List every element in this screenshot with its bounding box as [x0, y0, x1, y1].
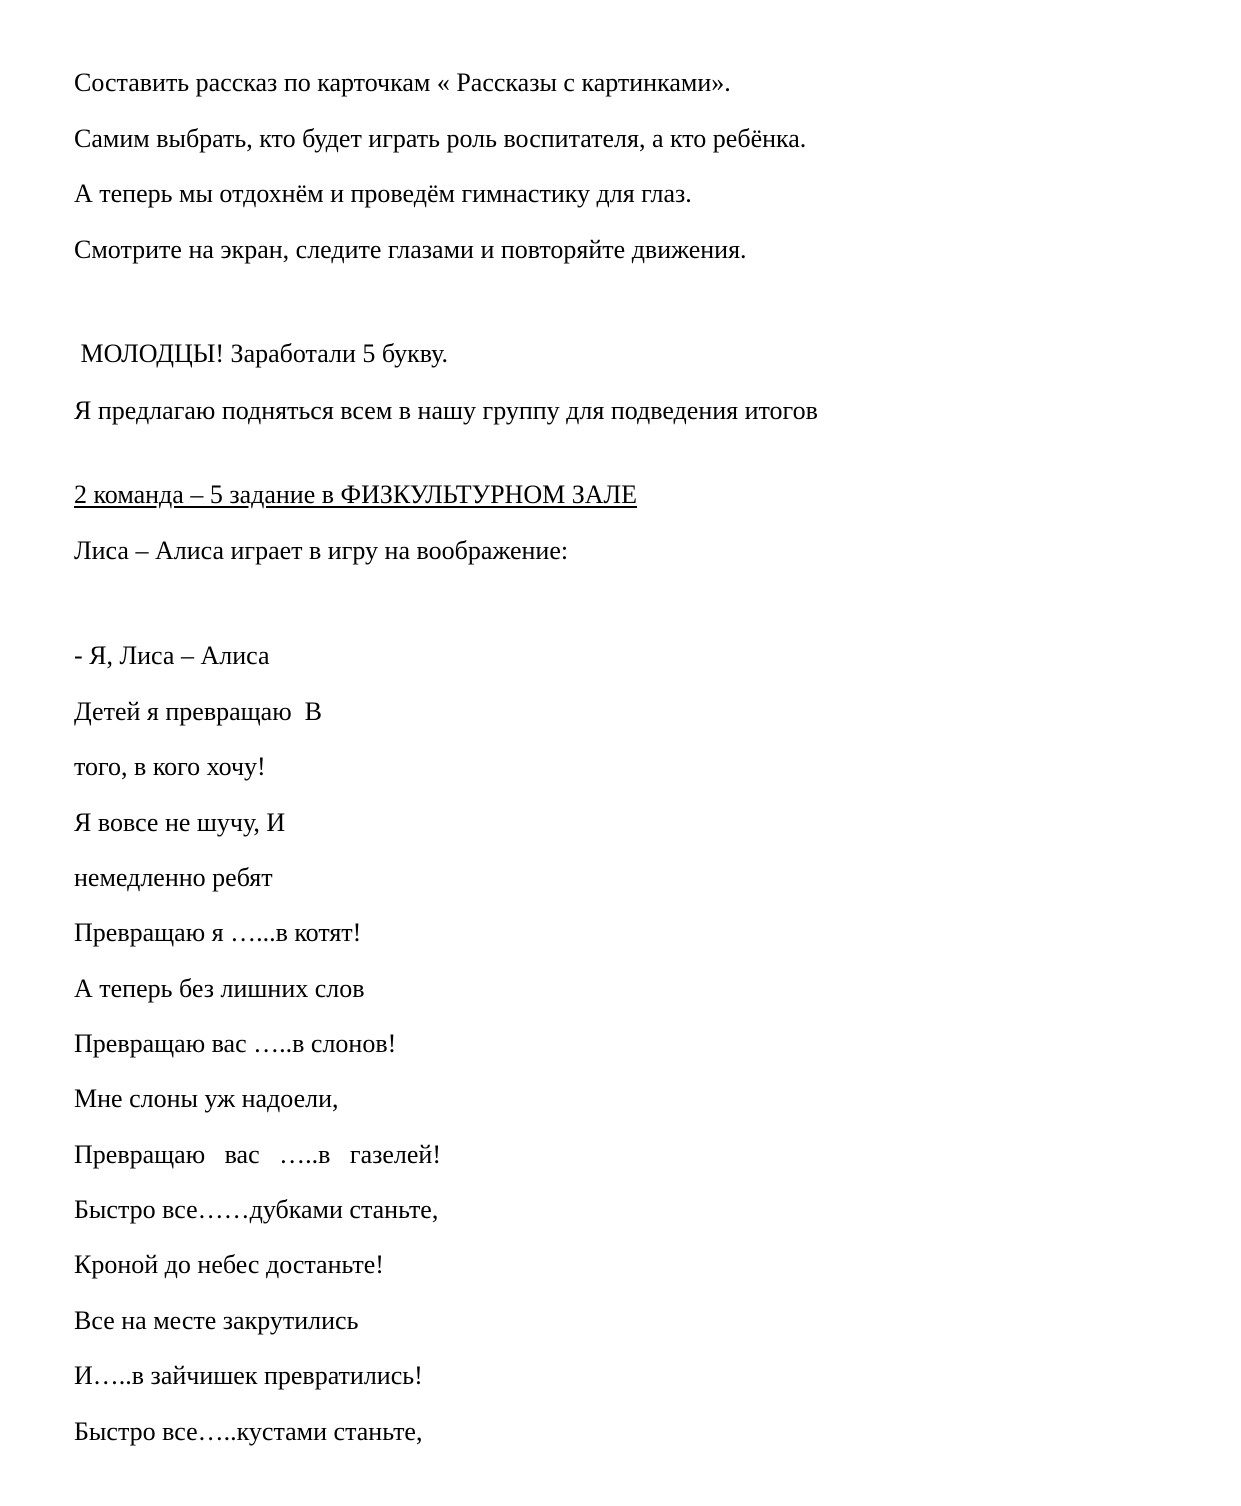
poem-line: И…..в зайчишек превратились! [74, 1361, 423, 1390]
poem-line: Быстро все……дубками станьте, [74, 1195, 439, 1224]
invitation-text: Я предлагаю подняться всем в нашу группу для подведения итогов [74, 396, 818, 425]
poem-line: Превращаю вас …..в газелей! [74, 1140, 442, 1169]
intro-line: Составить рассказ по карточкам « Рассказы с картинками». [74, 68, 731, 97]
poem-line: Быстро все…..кустами станьте, [74, 1417, 423, 1446]
poem-line: Детей я превращаю В [74, 697, 322, 726]
poem-line: Я вовсе не шучу, И [74, 808, 286, 837]
section-intro: Лиса – Алиса играет в игру на воображение: [74, 536, 569, 565]
praise-text: МОЛОДЦЫ! Заработали 5 букву. [74, 339, 449, 368]
poem-line: немедленно ребят [74, 863, 273, 892]
poem-line: - Я, Лиса – Алиса [74, 641, 270, 670]
poem-line: Кроной до небес достаньте! [74, 1250, 384, 1279]
intro-line: Самим выбрать, кто будет играть роль воспитателя, а кто ребёнка. [74, 124, 807, 153]
poem-line: Все на месте закрутились [74, 1306, 359, 1335]
poem-line: А теперь без лишних слов [74, 974, 365, 1003]
intro-line: Смотрите на экран, следите глазами и повторяйте движения. [74, 235, 747, 264]
poem-line: того, в кого хочу! [74, 752, 266, 781]
poem-line: Превращаю я …...в котят! [74, 918, 362, 947]
poem-line: Превращаю вас …..в слонов! [74, 1029, 397, 1058]
intro-line: А теперь мы отдохнём и проведём гимнастику для глаз. [74, 179, 692, 208]
section-heading: 2 команда – 5 задание в ФИЗКУЛЬТУРНОМ ЗАЛЕ [74, 480, 638, 509]
poem-line: Мне слоны уж надоели, [74, 1084, 339, 1113]
